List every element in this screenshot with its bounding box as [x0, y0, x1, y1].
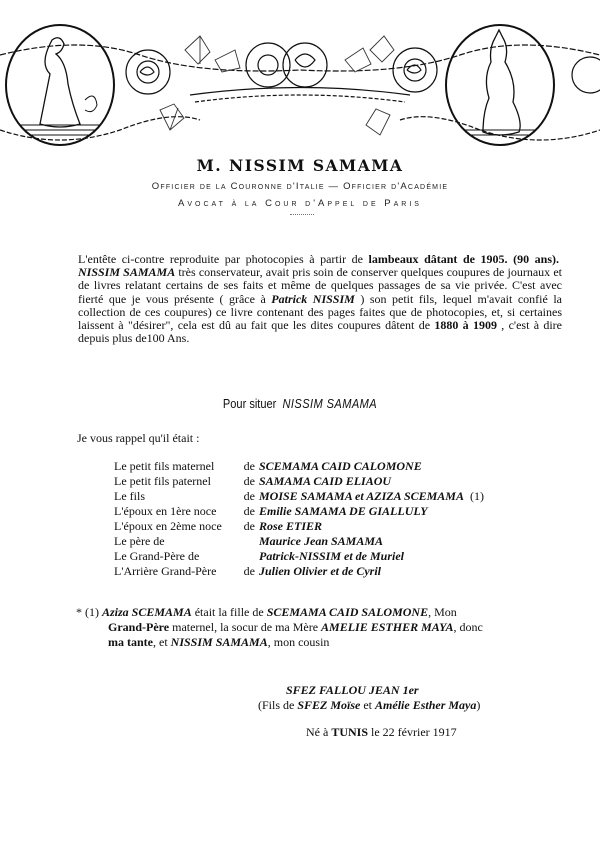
- right-medallion: [446, 25, 554, 145]
- signature-block: [258, 683, 498, 713]
- intro-paragraph: [78, 253, 562, 345]
- relation-row: [114, 564, 484, 579]
- footnote-bold: Grand-Père: [108, 620, 170, 634]
- intro-years-bold: 1880 à 1909: [434, 318, 497, 333]
- signature-father: SFEZ Moïse: [297, 698, 361, 712]
- intro-name-patrick: Patrick NISSIM: [271, 291, 355, 306]
- relation-name: MOISE SAMAMA et AZIZA SCEMAMA: [259, 489, 464, 503]
- intro-text-4: , c'est à dire depuis plus de100 Ans.: [78, 318, 563, 346]
- footnote-marker: * (1): [76, 605, 99, 619]
- relation-row: [114, 519, 484, 534]
- section-heading: [45, 396, 555, 411]
- birth-city: TUNIS: [331, 725, 369, 739]
- left-medallion: [6, 25, 114, 145]
- relation-row: [114, 549, 484, 564]
- footnote-name: NISSIM SAMAMA: [170, 635, 268, 649]
- footnote-line-2: [76, 620, 536, 635]
- signature-name: SFEZ FALLOU JEAN 1er: [286, 683, 419, 697]
- relation-row: [114, 534, 484, 549]
- section-heading-prefix: Pour situer: [222, 396, 277, 411]
- intro-date-bold: lambeaux dâtant de 1905. (90 ans).: [368, 252, 559, 266]
- birth-text: Né à: [306, 725, 332, 739]
- relation-name: SAMAMA CAID ELIAOU: [259, 474, 392, 488]
- relation-prep: de: [243, 459, 255, 473]
- relation-label: Le petit fils maternel: [114, 459, 215, 473]
- footnote-bold: ma tante: [108, 635, 153, 649]
- birth-date: le 22 février 1917: [368, 725, 457, 739]
- letterhead-divider: [290, 214, 314, 215]
- footnote-name: AMELIE ESTHER MAYA: [321, 620, 454, 634]
- relation-prep: de: [243, 504, 255, 518]
- intro-text-2: très conservateur, avait pris soin de conserver quelques coupures de journaux et de livres relatant certains de ses faits et même de quelques passages de sa vie privée. C'est avec fierté que je vous présente ( grâce à: [78, 265, 562, 306]
- relation-name: Julien Olivier et de Cyril: [259, 564, 381, 578]
- footnote-name: SCEMAMA CAID SALOMONE: [266, 605, 429, 619]
- relation-row: [114, 489, 484, 504]
- relation-name: Patrick-NISSIM et de Muriel: [259, 549, 405, 563]
- footnote: [76, 605, 536, 650]
- relation-name: Rose ETIER: [259, 519, 323, 533]
- relation-row: [114, 504, 484, 519]
- letterhead-subtitle-honours: Officier de la Couronne d'Italie — Officier d'Académie: [151, 181, 449, 192]
- intro-text-3: ) son petit fils, lequel m'avait confié la collection de ces coupures) ce livre contenant des pages faites que de photocopies, et, si certaines laissent à "désirer", cela est dû au fait que les dites coupures dâtent de: [78, 291, 562, 333]
- footnote-text: , mon cousin: [267, 635, 330, 649]
- relation-label: L'Arrière Grand-Père: [114, 564, 217, 578]
- intro-name-nissim: NISSIM SAMAMA: [78, 265, 176, 280]
- signature-mother: Amélie Esther Maya: [375, 698, 477, 712]
- intro-text-1: L'entête ci-contre reproduite par photocopies à partir de: [78, 252, 369, 266]
- signature-parents: [258, 698, 498, 713]
- footnote-line-3: [76, 635, 536, 650]
- footnote-text: maternel, la socur de ma Mère: [169, 620, 322, 634]
- relation-name: Emilie SAMAMA DE GIALLULY: [259, 504, 428, 518]
- relation-label: Le petit fils paternel: [114, 474, 211, 488]
- relation-name: SCEMAMA CAID CALOMONE: [259, 459, 422, 473]
- relation-prep: de: [243, 474, 255, 488]
- relation-label: Le Grand-Père de: [114, 549, 200, 563]
- relation-label: Le père de: [114, 534, 165, 548]
- relation-prep: de: [243, 489, 255, 503]
- footnote-name: Aziza SCEMAMA: [102, 605, 192, 619]
- relations-intro: Je vous rappel qu'il était :: [77, 431, 200, 445]
- letterhead-subtitle-profession: Avocat à la Cour d'Appel de Paris: [178, 198, 422, 209]
- section-heading-name: NISSIM SAMAMA: [282, 396, 378, 411]
- relation-prep: de: [243, 564, 255, 578]
- signature-text: (Fils de: [258, 698, 298, 712]
- relation-row: [114, 474, 484, 489]
- relation-footnote-ref: (1): [469, 489, 484, 503]
- ornamental-letterhead-banner: [0, 20, 600, 150]
- footnote-text: , donc: [453, 620, 483, 634]
- footnote-text: était la fille de: [191, 605, 267, 619]
- signature-text: et: [360, 698, 376, 712]
- footnote-line-1: [76, 605, 536, 620]
- relation-name: Maurice Jean SAMAMA: [259, 534, 384, 548]
- letterhead-name: M. NISSIM SAMAMA: [196, 156, 404, 175]
- footnote-text: , Mon: [428, 605, 457, 619]
- birth-line: [306, 725, 457, 740]
- relation-label: L'époux en 1ère noce: [114, 504, 217, 518]
- signature-text: ): [476, 698, 481, 712]
- relation-label: L'époux en 2ème noce: [114, 519, 222, 533]
- relation-prep: de: [243, 519, 255, 533]
- relations-list: [114, 459, 484, 579]
- footnote-text: , et: [153, 635, 171, 649]
- relation-label: Le fils: [114, 489, 145, 503]
- relation-row: [114, 459, 484, 474]
